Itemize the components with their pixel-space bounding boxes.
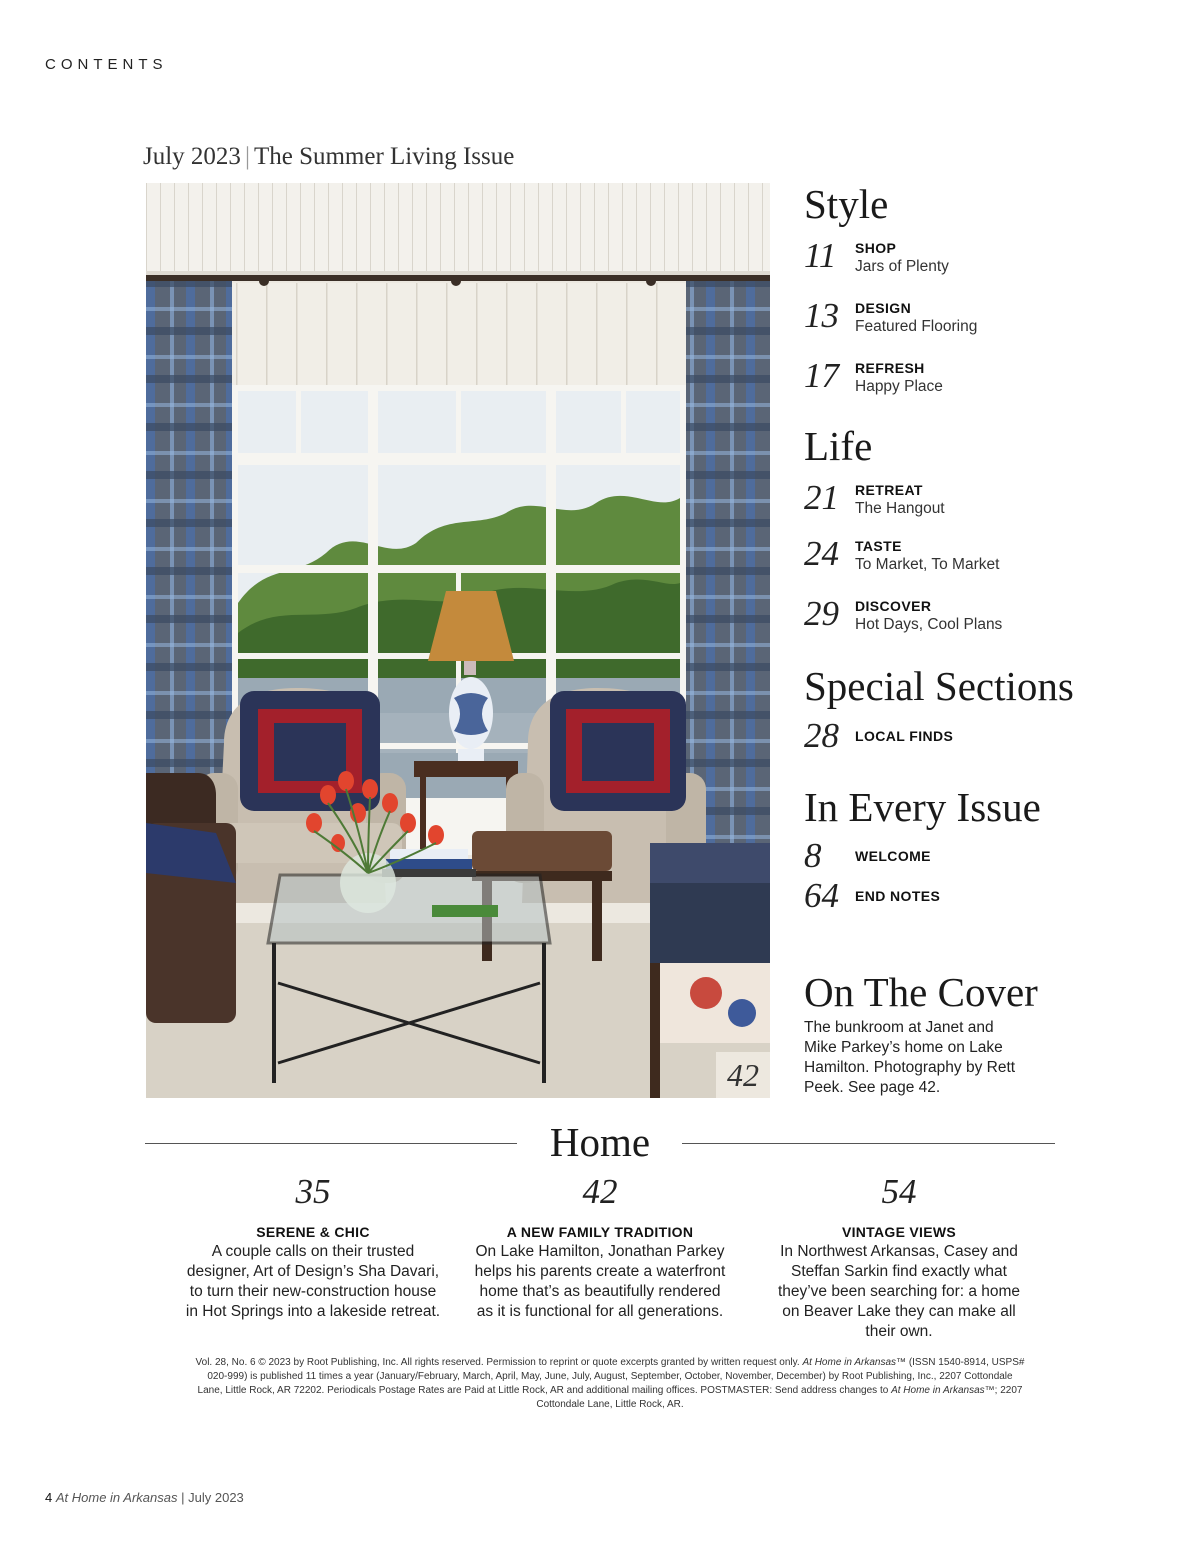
footer-magazine: At Home in Arkansas xyxy=(55,1490,178,1505)
special-sections-heading: Special Sections xyxy=(804,663,1074,709)
toc-entry-discover[interactable] xyxy=(804,594,1104,644)
entry-category: DESIGN xyxy=(855,300,912,316)
entry-category: SHOP xyxy=(855,240,897,256)
legal-notice: Vol. 28, No. 6 © 2023 by Root Publishing, Inc. All rights reserved. Permission to reprint or quote excerpts granted by written request only. At Home in Arkansas™ (ISSN 1540-8914, USPS# 020-999) is published 11 times a year (January/February, March, April, May, June, July, August, September, October, November, December) by Root Publishing, Inc., 2207 Cottondale Lane, Little Rock, AR 72202. Periodicals Postage Rates are Paid at Little Rock, AR and additional mailing offices. POSTMASTER: Send address changes to At Home in Arkansas™; 2207 Cottondale Lane, Little Rock, AR. xyxy=(195,1357,1025,1410)
home-feature-vintage-views[interactable] xyxy=(769,1172,1029,1342)
entry-title: Featured Flooring xyxy=(855,318,978,335)
page-number: 8 xyxy=(804,836,822,875)
page-number: 28 xyxy=(804,716,839,755)
page-footer xyxy=(45,1490,244,1505)
toc-entry-design[interactable] xyxy=(804,296,1104,346)
entry-category: RETREAT xyxy=(855,482,923,498)
entry-title: Jars of Plenty xyxy=(855,258,949,275)
magazine-name: At Home in Arkansas™ xyxy=(891,1385,995,1396)
toc-entry-shop[interactable] xyxy=(804,236,1104,286)
page-number: 21 xyxy=(804,478,839,517)
every-issue-heading: In Every Issue xyxy=(804,784,1041,830)
style-heading: Style xyxy=(804,181,889,227)
living-room-photo xyxy=(146,183,770,1098)
feature-category: VINTAGE VIEWS xyxy=(841,1224,957,1240)
feature-description: A couple calls on their trusted designer, Art of Design’s Sha Davari, to turn their new-construction house in Hot Springs into a lakeside retreat. xyxy=(185,1243,441,1320)
entry-category: END NOTES xyxy=(855,888,941,904)
feature-category: A NEW FAMILY TRADITION xyxy=(506,1224,694,1240)
entry-title: The Hangout xyxy=(855,500,945,517)
home-feature-family-tradition[interactable] xyxy=(470,1172,730,1322)
footer-page-number: 4 xyxy=(45,1490,53,1505)
toc-entry-retreat[interactable] xyxy=(804,478,1104,528)
page-number: 35 xyxy=(295,1172,331,1211)
toc-entry-end-notes[interactable] xyxy=(804,876,1104,926)
photo-page-badge: 42 xyxy=(716,1052,770,1098)
home-heading: Home xyxy=(549,1119,651,1165)
home-feature-serene-chic[interactable] xyxy=(183,1172,443,1322)
entry-category: WELCOME xyxy=(855,848,931,864)
magazine-name: At Home in Arkansas™ xyxy=(802,1357,907,1368)
feature-description: In Northwest Arkansas, Casey and Steffan Sarkin find exactly what they’ve been searching for: a home on Beaver Lake they can make all their own. xyxy=(777,1243,1021,1340)
page-number: 42 xyxy=(582,1172,618,1211)
life-heading: Life xyxy=(804,423,873,469)
footer-date: July 2023 xyxy=(188,1490,244,1505)
page-number: 54 xyxy=(881,1172,917,1211)
toc-entry-refresh[interactable] xyxy=(804,356,1104,406)
footer-separator: | xyxy=(181,1490,185,1505)
on-cover-heading: On The Cover xyxy=(804,969,1038,1015)
page-number: 24 xyxy=(804,534,839,573)
cover-photo xyxy=(146,183,770,1098)
issue-name: The Summer Living Issue xyxy=(253,143,515,170)
toc-entry-local-finds[interactable] xyxy=(804,716,1104,766)
feature-category: SERENE & CHIC xyxy=(256,1224,370,1240)
home-divider-left xyxy=(145,1143,517,1144)
entry-title: To Market, To Market xyxy=(855,556,1000,573)
entry-category: DISCOVER xyxy=(855,598,932,614)
issue-date: July 2023 xyxy=(143,143,241,170)
page-number: 13 xyxy=(804,296,839,335)
entry-title: Happy Place xyxy=(855,378,943,395)
entry-category: REFRESH xyxy=(855,360,925,376)
on-cover-description: The bunkroom at Janet and Mike Parkey’s home on Lake Hamilton. Photography by Rett Peek. See page 42. xyxy=(804,1019,1016,1096)
entry-title: Hot Days, Cool Plans xyxy=(855,616,1003,633)
entry-category: LOCAL FINDS xyxy=(855,728,954,744)
page-number: 17 xyxy=(804,356,839,395)
home-divider-right xyxy=(682,1143,1055,1144)
feature-description: On Lake Hamilton, Jonathan Parkey helps his parents create a waterfront home that’s as beautifully rendered as it is functional for all generations. xyxy=(474,1243,726,1320)
issue-line: July 2023 | The Summer Living Issue xyxy=(143,143,515,170)
entry-category: TASTE xyxy=(855,538,902,554)
toc-entry-taste[interactable] xyxy=(804,534,1104,584)
page-number: 11 xyxy=(804,236,837,275)
page-number: 64 xyxy=(804,876,839,915)
section-label: CONTENTS xyxy=(45,56,168,73)
page-number: 29 xyxy=(804,594,839,633)
